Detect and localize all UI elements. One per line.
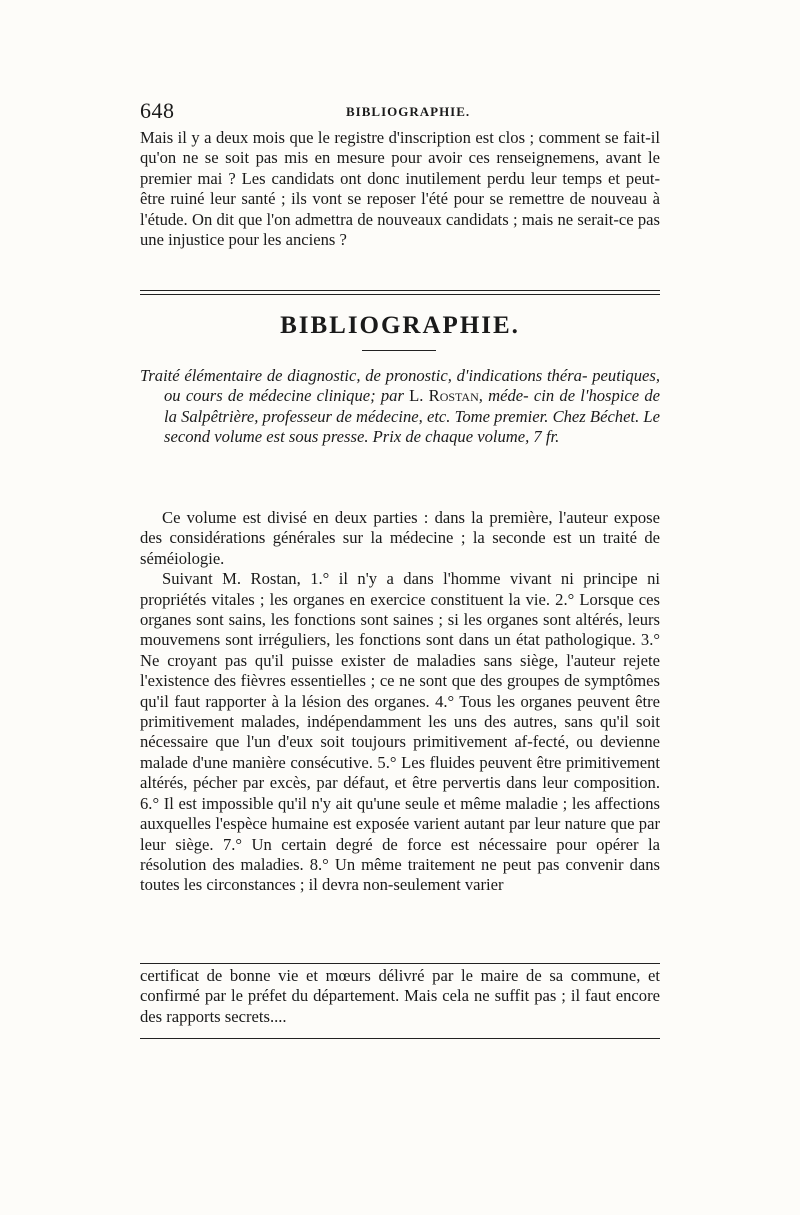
book-entry [140, 366, 660, 448]
footnote-text: certificat de bonne vie et mœurs délivré par le maire de sa commune, et confirmé par le préfet du département. Mais cela ne suffit pas ; il faut encore des rapports secrets.... [140, 966, 660, 1026]
title-underline [362, 350, 436, 351]
review-paragraph-1: Ce volume est divisé en deux parties : dans la première, l'auteur expose des considérations générales sur la médecine ; la seconde est un traité de séméiologie. [140, 508, 660, 568]
section-divider-top [140, 290, 660, 291]
book-title-line-2b: , méde- [478, 386, 529, 406]
section-title: BIBLIOGRAPHIE. [280, 312, 520, 339]
page-header [140, 98, 660, 126]
footnote-end-rule [140, 1038, 660, 1039]
section-divider-top-thin [140, 294, 660, 295]
book-title-line-1: Traité élémentaire de diagnostic, de pronostic, d'indications théra- [140, 366, 588, 385]
page-number: 648 [140, 98, 175, 123]
book-title-line-2a: peutiques, ou cours de médecine clinique; par [164, 366, 660, 406]
footnote-divider [140, 963, 660, 964]
book-entry-text [140, 366, 660, 448]
running-head: BIBLIOGRAPHIE. [346, 104, 471, 119]
footnote-block [140, 966, 660, 1027]
book-price: Prix de chaque volume, 7 fr. [372, 427, 560, 447]
top-text-block [140, 128, 660, 250]
review-body [140, 508, 660, 896]
review-paragraph-2: Suivant M. Rostan, 1.° il n'y a dans l'homme vivant ni principe ni propriétés vitales ; les organes en exercice constituent la vie. 2.° Lorsque ces organes sont sains, les fonctions sont saines ; si les organes sont altérés, leurs mouvemens sont irréguliers, les fonctions sont dans un état pathologique. 3.° Ne croyant pas qu'il puisse exister de maladies sans siège, l'auteur rejete l'existence des fièvres essentielles ; ce ne sont que des groupes de symptômes qu'il faut rapporter à la lésion des organes. 4.° Tous les organes peuvent être primitivement malades, indépendamment les uns des autres, sans qu'il soit nécessaire que l'un d'eux soit toujours primitivement af-fecté, ou devienne malade d'une manière consécutive. 5.° Les fluides peuvent être primitivement altérés, pécher par excès, par défaut, et être pervertis dans leur composition. 6.° Il est impossible qu'il n'y ait qu'une seule et même maladie ; les affections auxquelles l'espèce humaine est exposée varient autant par leur nature que par leur siège. 7.° Un certain degré de force est nécessaire pour opérer la résolution des maladies. 8.° Un même traitement ne peut pas convenir dans toutes les circonstances ; il devra non-seulement varier [140, 569, 660, 895]
top-paragraph: Mais il y a deux mois que le registre d'inscription est clos ; comment se fait-il qu'on ne se soit pas mis en mesure pour avoir ces renseignemens, avant le premier mai ? Les candidats ont donc inutilement perdu leur temps et peut-être ruiné leur santé ; ils vont se reposer l'été pour se remettre de nouveau à l'étude. On dit que l'on admettra de nouveaux candidats ; mais ne serait-ce pas une injustice pour les anciens ? [140, 128, 660, 250]
book-author-affiliation: cin de l'hospice de la Salpêtrière, professeur de médecine, etc. [164, 386, 661, 426]
book-author: L. Rostan [409, 386, 479, 406]
book-publisher: Tome premier. Chez Béchet. Le second volume est sous presse. [164, 406, 660, 447]
